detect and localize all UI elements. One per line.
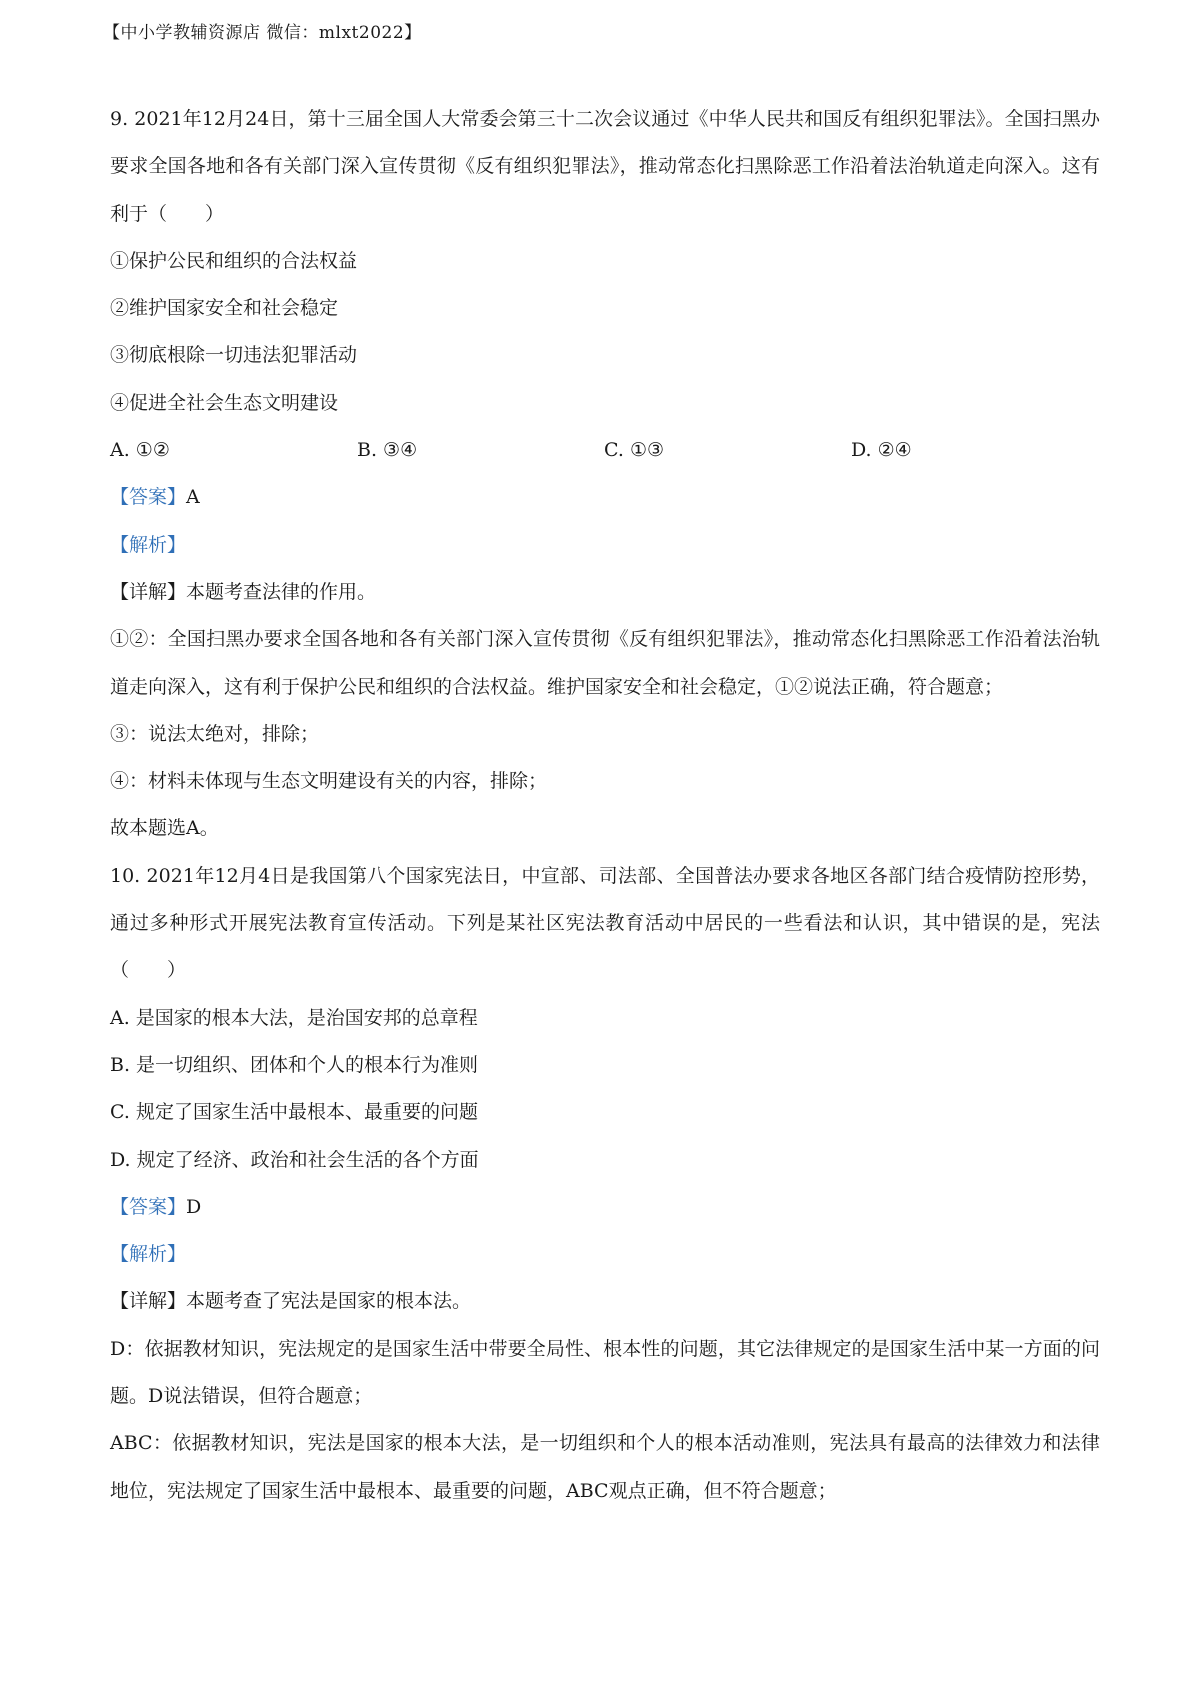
q9-answer-value: A	[186, 486, 200, 509]
q9-option-d: D. ②④	[851, 439, 912, 462]
q9-answer	[110, 474, 1100, 521]
q9-analysis-label: 【解析】	[110, 533, 187, 556]
q10-option-a: A. 是国家的根本大法，是治国安邦的总章程	[110, 1006, 478, 1029]
q9-statement-2: ②维护国家安全和社会稳定	[110, 297, 339, 320]
q9-conclusion: 故本题选A。	[110, 817, 219, 840]
q10-answer-value: D	[186, 1195, 202, 1218]
q10-option-c: C. 规定了国家生活中最根本、最重要的问题	[110, 1101, 478, 1124]
q10-stem: 10. 2021年12月4日是我国第八个国家宪法日，中宣部、司法部、全国普法办要求各地区各部门结合疫情防控形势，通过多种形式开展宪法教育宣传活动。下列是某社区宪法教育活动中居民的一些看法和认识，其中错误的是，宪法（ ）	[110, 864, 1100, 982]
q10-explanation-2: ABC：依据教材知识，宪法是国家的根本大法，是一切组织和个人的根本活动准则，宪法具有最高的法律效力和法律地位，宪法规定了国家生活中最根本、最重要的问题，ABC观点正确，但不符合题意；	[110, 1432, 1100, 1502]
q10-option-d: D. 规定了经济、政治和社会生活的各个方面	[110, 1148, 479, 1171]
q9-statement-4: ④促进全社会生态文明建设	[110, 391, 339, 414]
q9-statement-1: ①保护公民和组织的合法权益	[110, 249, 358, 272]
q9-statement-3: ③彻底根除一切违法犯罪活动	[110, 344, 358, 367]
page-header: 【中小学教辅资源店 微信：mlxt2022】	[103, 23, 422, 43]
document-body	[110, 96, 1100, 1515]
q10-detail: 【详解】本题考查了宪法是国家的根本法。	[110, 1290, 472, 1313]
q10-explanation-1: D：依据教材知识，宪法规定的是国家生活中带要全局性、根本性的问题，其它法律规定的是国家生活中某一方面的问题。D说法错误，但符合题意；	[110, 1337, 1100, 1408]
q9-option-c: C. ①③	[604, 439, 665, 462]
q9-options	[110, 427, 1100, 474]
q9-answer-label: 【答案】	[110, 486, 187, 509]
q9-option-b: B. ③④	[357, 439, 418, 462]
q9-explanation-1: ①②：全国扫黑办要求全国各地和各有关部门深入宣传贯彻《反有组织犯罪法》，推动常态化扫黑除恶工作沿着法治轨道走向深入，这有利于保护公民和组织的合法权益。维护国家安全和社会稳定，①②说法正确，符合题意；	[110, 628, 1100, 698]
q10-answer	[110, 1184, 1100, 1231]
q9-option-a: A. ①②	[110, 439, 170, 462]
q9-stem: 9. 2021年12月24日，第十三届全国人大常委会第三十二次会议通过《中华人民共和国反有组织犯罪法》。全国扫黑办要求全国各地和各有关部门深入宣传贯彻《反有组织犯罪法》，推动常态化扫黑除恶工作沿着法治轨道走向深入。这有利于（ ）	[110, 108, 1100, 225]
q10-analysis-label: 【解析】	[110, 1243, 187, 1266]
q10-answer-label: 【答案】	[110, 1195, 187, 1218]
q9-explanation-2: ③：说法太绝对，排除；	[110, 722, 320, 745]
q10-option-b: B. 是一切组织、团体和个人的根本行为准则	[110, 1053, 479, 1076]
q9-detail: 【详解】本题考查法律的作用。	[110, 580, 377, 603]
q9-explanation-3: ④：材料未体现与生态文明建设有关的内容，排除；	[110, 770, 548, 793]
